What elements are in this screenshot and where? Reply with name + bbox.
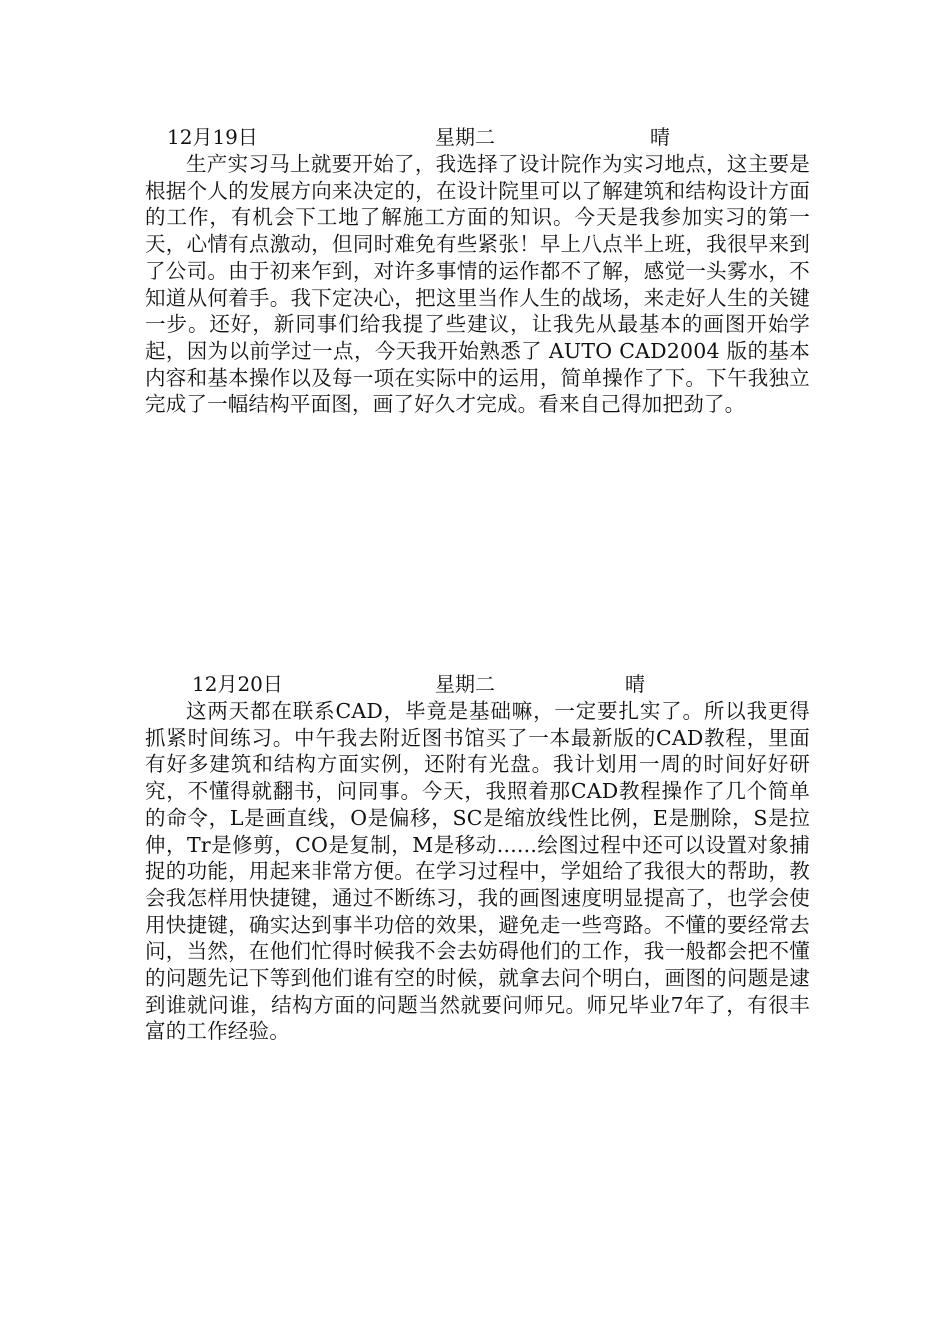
entry-body-text: 这两天都在联系CAD，毕竟是基础嘛，一定要扎实了。所以我更得抓紧时间练习。中午我去附近图书馆买了一本最新版的CAD教程，里面有好多建筑和结构方面实例，还附有光盘。我计划用一周的时间好好研究，不懂得就翻书，问同事。今天，我照着那CAD教程操作了几个简单的命令，L是画直线，O是偏移，SC是缩放线性比例，E是删除，S是拉伸，Tr是修剪，CO是复制，M是移动......绘图过程中还可以设置对象捕捉的功能，用起来非常方便。在学习过程中，学姐给了我很大的帮助，教会我怎样用快捷键，通过不断练习，我的画图速度明显提高了，也学会使用快捷键，确实达到事半功倍的效果，避免走一些弯路。不懂的要经常去问，当然，在他们忙得时候我不会去妨碍他们的工作，我一般都会把不懂的问题先记下等到他们谁有空的时候，就拿去问个明白，画图的问题是逮到谁就问谁，结构方面的问题当然就要问师兄。师兄毕业7年了，有很丰富的工作经验。: [145, 699, 810, 1044]
diary-entry-dec-19: [145, 123, 810, 418]
entry-weekday: 星期二: [435, 125, 495, 149]
entry-header: [145, 670, 810, 698]
entry-weather: 晴: [625, 672, 645, 696]
entry-weekday: 星期二: [435, 672, 495, 696]
diary-entry-dec-20: [145, 670, 810, 1045]
entry-body-text: 生产实习马上就要开始了，我选择了设计院作为实习地点，这主要是根据个人的发展方向来决定的，在设计院里可以了解建筑和结构设计方面的工作，有机会下工地了解施工方面的知识。今天是我参加实习的第一天，心情有点激动，但同时难免有些紧张！早上八点半上班，我很早来到了公司。由于初来乍到，对许多事情的运作都不了解，感觉一头雾水，不知道从何着手。我下定决心，把这里当作人生的战场，来走好人生的关键一步。还好，新同事们给我提了些建议，让我先从最基本的画图开始学起，因为以前学过一点，今天我开始熟悉了 AUTO CAD2004 版的基本内容和基本操作以及每一项在实际中的运用，简单操作了下。下午我独立完成了一幅结构平面图，画了好久才完成。看来自己得加把劲了。: [145, 152, 810, 417]
entry-date: 12月20日: [192, 672, 283, 696]
entry-date: 12月19日: [167, 125, 258, 149]
entry-weather: 晴: [650, 125, 670, 149]
entry-header: [145, 123, 810, 151]
